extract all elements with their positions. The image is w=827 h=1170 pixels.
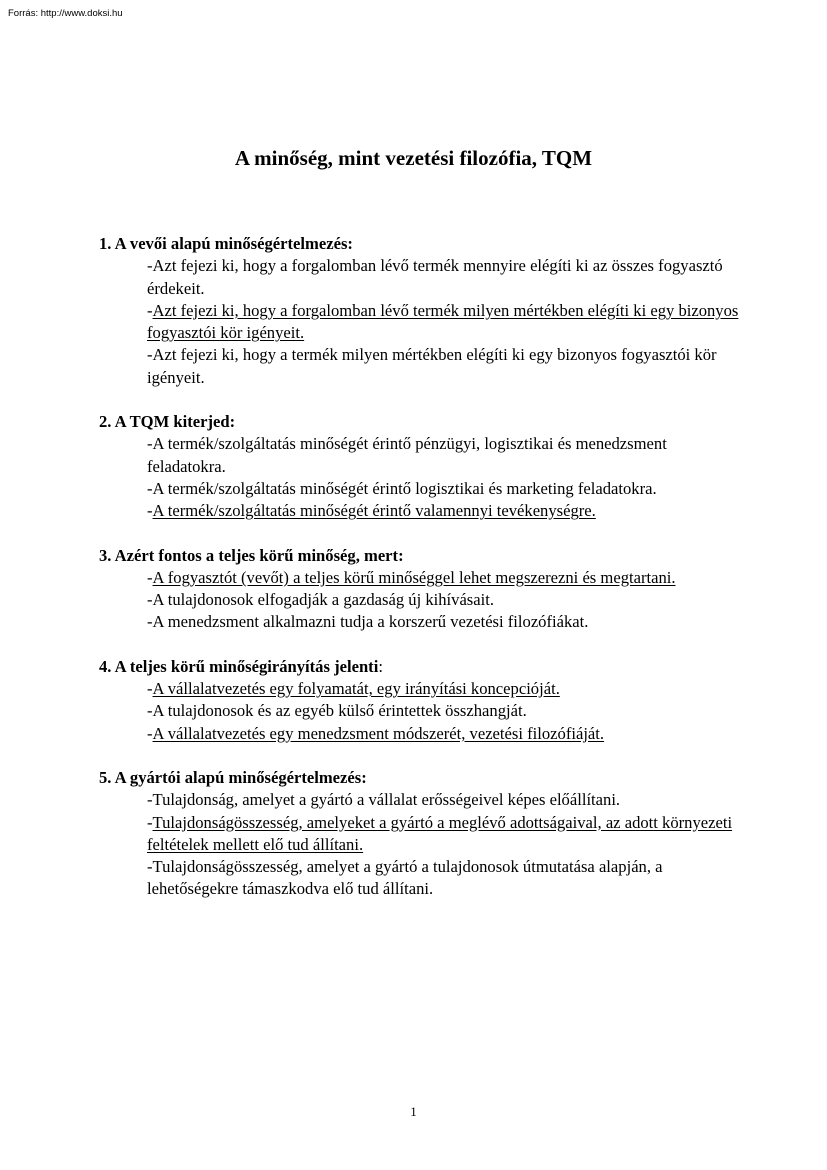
section-heading-colon: : <box>378 656 383 676</box>
answer-text: Azt fejezi ki, hogy a forgalomban lévő termék milyen mértékben elégíti ki egy bizonyos fogyasztói kör igényeit. <box>147 300 739 343</box>
answer-text: A menedzsment alkalmazni tudja a korszerű vezetési filozófiákat. <box>152 612 589 632</box>
answer-text: Azt fejezi ki, hogy a forgalomban lévő termék mennyire elégíti ki az összes fogyasztó érdekeit. <box>147 256 723 298</box>
answer-list <box>99 567 739 634</box>
answer-option <box>147 611 739 633</box>
section-5 <box>99 767 739 901</box>
answer-prefix: - <box>147 567 153 587</box>
answer-prefix: - <box>147 790 153 810</box>
answer-prefix: - <box>147 590 153 610</box>
answer-prefix: - <box>147 300 153 320</box>
answer-option-correct <box>147 500 739 522</box>
answer-prefix: - <box>147 812 153 832</box>
answer-text: A tulajdonosok elfogadják a gazdaság új kihívásait. <box>152 590 494 610</box>
answer-prefix: - <box>147 256 153 276</box>
answer-option <box>147 789 739 811</box>
answer-prefix: - <box>147 501 153 521</box>
answer-text: A termék/szolgáltatás minőségét érintő pénzügyi, logisztikai és menedzsment feladatokra. <box>147 434 667 476</box>
section-heading <box>99 656 739 678</box>
section-heading: 2. A TQM kiterjed: <box>99 412 236 432</box>
answer-option <box>147 344 739 389</box>
section-3 <box>99 545 739 634</box>
answer-option-correct <box>147 567 739 589</box>
answer-prefix: - <box>147 701 153 721</box>
answer-option-correct <box>147 300 739 345</box>
answer-option-correct <box>147 812 739 857</box>
answer-prefix: - <box>147 679 153 699</box>
answer-prefix: - <box>147 857 153 877</box>
section-4 <box>99 656 739 745</box>
source-line: Forrás: http://www.doksi.hu <box>8 8 123 19</box>
answer-prefix: - <box>147 345 153 365</box>
answer-list <box>99 433 739 522</box>
answer-text: A vállalatvezetés egy menedzsment módszerét, vezetési filozófiáját. <box>152 723 605 743</box>
answer-option <box>147 255 739 300</box>
page-title: A minőség, mint vezetési filozófia, TQM <box>234 146 593 170</box>
section-heading: 1. A vevői alapú minőségértelmezés: <box>99 234 353 253</box>
document-body <box>99 233 739 923</box>
answer-text: Tulajdonságösszesség, amelyeket a gyártó a meglévő adottságaival, az adott környezeti feltételek mellett elő tud állítani. <box>147 812 733 854</box>
answer-option-correct <box>147 723 739 745</box>
answer-list <box>99 678 739 745</box>
answer-prefix: - <box>147 478 153 498</box>
answer-text: A termék/szolgáltatás minőségét érintő valamennyi tevékenységre. <box>152 501 596 521</box>
answer-option <box>147 856 739 901</box>
answer-text: A tulajdonosok és az egyéb külső érintettek összhangját. <box>152 701 527 721</box>
answer-text: A fogyasztót (vevőt) a teljes körű minőséggel lehet megszerezni és megtartani. <box>152 567 676 587</box>
section-heading-text: 4. A teljes körű minőségirányítás jelenti <box>99 656 379 676</box>
answer-option <box>147 589 739 611</box>
answer-option <box>147 478 739 500</box>
answer-text: Tulajdonságösszesség, amelyet a gyártó a tulajdonosok útmutatása alapján, a lehetőségekre támaszkodva elő tud állítani. <box>147 857 663 899</box>
answer-prefix: - <box>147 434 153 454</box>
answer-prefix: - <box>147 612 153 632</box>
answer-option <box>147 700 739 722</box>
answer-prefix: - <box>147 723 153 743</box>
answer-list <box>99 789 739 900</box>
answer-text: A vállalatvezetés egy folyamatát, egy irányítási koncepcióját. <box>152 679 560 699</box>
answer-text: Azt fejezi ki, hogy a termék milyen mértékben elégíti ki egy bizonyos fogyasztói kör igényeit. <box>147 345 717 387</box>
answer-option-correct <box>147 678 739 700</box>
section-2 <box>99 411 739 522</box>
answer-text: Tulajdonság, amelyet a gyártó a vállalat erősségeivel képes előállítani. <box>152 790 621 810</box>
section-heading: 5. A gyártói alapú minőségértelmezés: <box>99 767 367 787</box>
answer-list <box>99 255 739 389</box>
section-heading: 3. Azért fontos a teljes körű minőség, mert: <box>99 545 404 565</box>
page-number: 1 <box>410 1104 417 1119</box>
section-1 <box>99 233 739 389</box>
answer-text: A termék/szolgáltatás minőségét érintő logisztikai és marketing feladatokra. <box>152 478 657 498</box>
answer-option <box>147 433 739 478</box>
